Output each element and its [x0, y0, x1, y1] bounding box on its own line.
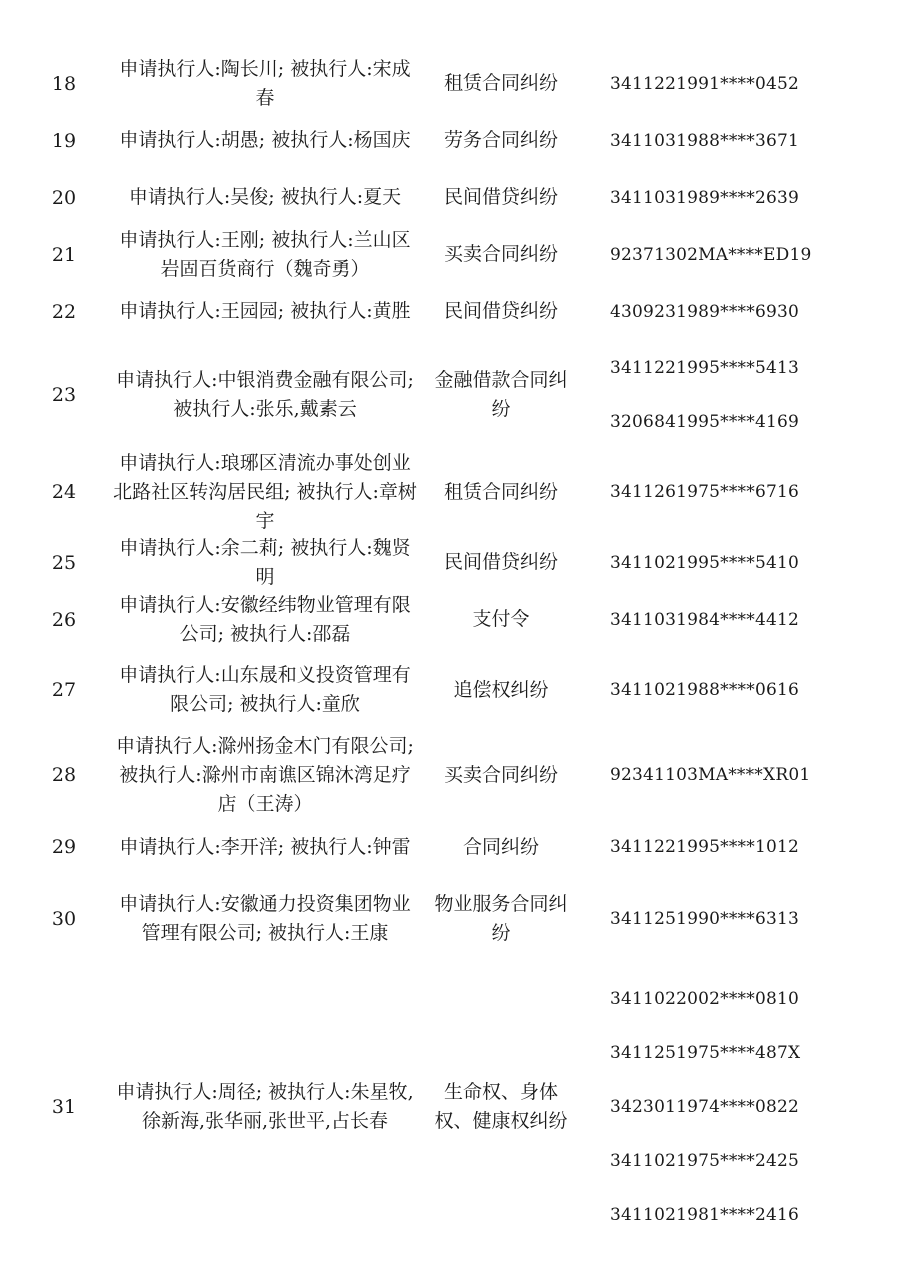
case-type-text: 租赁合同纠纷: [443, 480, 558, 503]
case-type: [430, 833, 572, 862]
case-parties-text: 申请执行人:周径; 被执行人:朱星牧,徐新海,张华丽,张世平,占长春: [116, 1081, 414, 1132]
case-type: [430, 605, 572, 634]
case-number: 29: [51, 836, 77, 858]
id-number-list: [572, 820, 907, 874]
case-parties: [100, 126, 430, 155]
id-number: 3206841995****4169: [610, 412, 800, 432]
id-number-list: [572, 285, 907, 339]
case-parties-text: 申请执行人:中银消费金融有限公司; 被执行人:张乐,戴素云: [116, 369, 414, 420]
table-row: [0, 732, 907, 818]
id-number-list: [572, 748, 907, 802]
id-number: 3411031989****2639: [610, 187, 800, 208]
case-parties-text: 申请执行人:吴俊; 被执行人:夏天: [128, 186, 402, 208]
id-number-list: [572, 341, 907, 449]
table-row: [0, 283, 907, 340]
case-parties: [100, 226, 430, 284]
table-row: [0, 55, 907, 112]
table-row: [0, 648, 907, 732]
case-number: 31: [51, 1096, 77, 1118]
case-type-text: 民间借贷纠纷: [443, 551, 558, 573]
id-number-list: [572, 465, 907, 519]
case-parties: [100, 591, 430, 649]
id-number-list: [572, 892, 907, 946]
case-number: 30: [51, 908, 77, 930]
id-number-list: [572, 57, 907, 111]
table-row: [0, 962, 907, 1252]
case-number: 27: [51, 679, 77, 701]
case-type: [430, 478, 572, 507]
case-type-text: 民间借贷纠纷: [443, 300, 558, 322]
case-parties: [100, 534, 430, 592]
table-row: [0, 112, 907, 169]
id-number: 3411031988****3671: [610, 130, 800, 151]
case-type-text: 劳务合同纠纷: [443, 129, 558, 151]
id-number: 3411221995****1012: [610, 837, 800, 857]
case-type-text: 合同纠纷: [462, 835, 539, 858]
case-parties-text: 申请执行人:李开洋; 被执行人:钟雷: [119, 835, 411, 858]
case-parties: [100, 55, 430, 113]
id-number: 3411031984****4412: [610, 609, 800, 630]
case-parties-text: 申请执行人:山东晟和义投资管理有限公司; 被执行人:童欣: [119, 664, 411, 715]
case-type-text: 追偿权纠纷: [453, 678, 549, 701]
case-parties: [100, 297, 430, 326]
case-type: [430, 366, 572, 424]
id-number: 3411251975****487X: [610, 1043, 801, 1063]
case-type: [430, 126, 572, 155]
table-row: [0, 818, 907, 876]
table-row: [0, 591, 907, 648]
case-type: [430, 761, 572, 790]
case-parties-text: 申请执行人:胡愚; 被执行人:杨国庆: [119, 129, 411, 151]
case-parties-text: 申请执行人:陶长川; 被执行人:宋成春: [119, 57, 411, 109]
id-number: 3411021988****0616: [610, 680, 800, 700]
case-type-text: 生命权、身体权、健康权纠纷: [434, 1081, 568, 1132]
id-number: 4309231989****6930: [610, 301, 800, 322]
case-parties: [100, 661, 430, 719]
case-parties: [100, 449, 430, 536]
id-number: 3411021981****2416: [610, 1205, 800, 1225]
case-parties-text: 申请执行人:余二莉; 被执行人:魏贤明: [119, 536, 411, 588]
case-type: [430, 240, 572, 269]
case-parties-text: 申请执行人:安徽通力投资集团物业管理有限公司; 被执行人:王康: [119, 893, 411, 944]
case-type-text: 物业服务合同纠纷: [434, 893, 568, 944]
id-number: 3411021995****5410: [610, 552, 800, 573]
case-type-text: 买卖合同纠纷: [443, 763, 558, 786]
case-parties-text: 申请执行人:王刚; 被执行人:兰山区岩固百货商行（魏奇勇）: [119, 228, 411, 280]
case-parties-text: 申请执行人:安徽经纬物业管理有限公司; 被执行人:邵磊: [119, 593, 411, 645]
id-number: 3411022002****0810: [610, 989, 800, 1009]
case-type: [430, 183, 572, 212]
table-row: [0, 534, 907, 591]
id-number: 3411221995****5413: [610, 358, 800, 378]
case-number: 25: [51, 551, 77, 574]
case-number: 26: [51, 608, 77, 631]
id-number-list: [572, 663, 907, 717]
case-type: [430, 297, 572, 326]
case-table: [0, 55, 907, 1252]
case-parties: [100, 890, 430, 948]
id-number-list: [572, 171, 907, 225]
case-parties-text: 申请执行人:琅琊区清流办事处创业北路社区转沟居民组; 被执行人:章树宇: [113, 451, 417, 532]
case-number: 28: [51, 764, 77, 786]
case-type-text: 买卖合同纠纷: [443, 243, 558, 265]
table-row: [0, 169, 907, 226]
case-number: 24: [51, 481, 77, 503]
id-number: 3411021975****2425: [610, 1151, 800, 1171]
case-type: [430, 69, 572, 98]
case-number: 19: [51, 129, 77, 152]
id-number: 3411251990****6313: [610, 909, 800, 929]
table-row: [0, 226, 907, 283]
id-number: 3411221991****0452: [610, 73, 800, 94]
table-row: [0, 876, 907, 962]
id-number: 3423011974****0822: [610, 1097, 800, 1117]
case-parties: [100, 732, 430, 819]
case-parties: [100, 1078, 430, 1136]
id-number-list: [572, 536, 907, 590]
case-parties-text: 申请执行人:王园园; 被执行人:黄胜: [119, 300, 411, 322]
case-number: 21: [51, 243, 77, 266]
id-number-list: [572, 228, 907, 282]
case-number: 18: [51, 72, 77, 95]
case-type: [430, 1078, 572, 1136]
case-number: 23: [51, 384, 77, 406]
case-parties: [100, 366, 430, 424]
case-type-text: 金融借款合同纠纷: [434, 369, 568, 420]
case-type: [430, 548, 572, 577]
id-number-list: [572, 593, 907, 647]
table-row: [0, 450, 907, 534]
case-parties: [100, 183, 430, 212]
case-parties-text: 申请执行人:滁州扬金木门有限公司; 被执行人:滁州市南谯区锦沐湾足疗店（王涛）: [116, 734, 414, 815]
table-row: [0, 340, 907, 450]
case-type-text: 支付令: [472, 608, 530, 630]
case-number: 22: [51, 300, 77, 323]
case-type: [430, 676, 572, 705]
id-number: 3411261975****6716: [610, 482, 800, 502]
case-parties: [100, 833, 430, 862]
id-number: 92371302MA****ED19: [610, 244, 812, 265]
id-number-list: [572, 114, 907, 168]
case-number: 20: [51, 186, 77, 209]
case-type-text: 民间借贷纠纷: [443, 186, 558, 208]
id-number: 92341103MA****XR01: [610, 765, 811, 785]
case-type: [430, 890, 572, 948]
case-type-text: 租赁合同纠纷: [443, 72, 558, 94]
id-number-list: [572, 972, 907, 1242]
